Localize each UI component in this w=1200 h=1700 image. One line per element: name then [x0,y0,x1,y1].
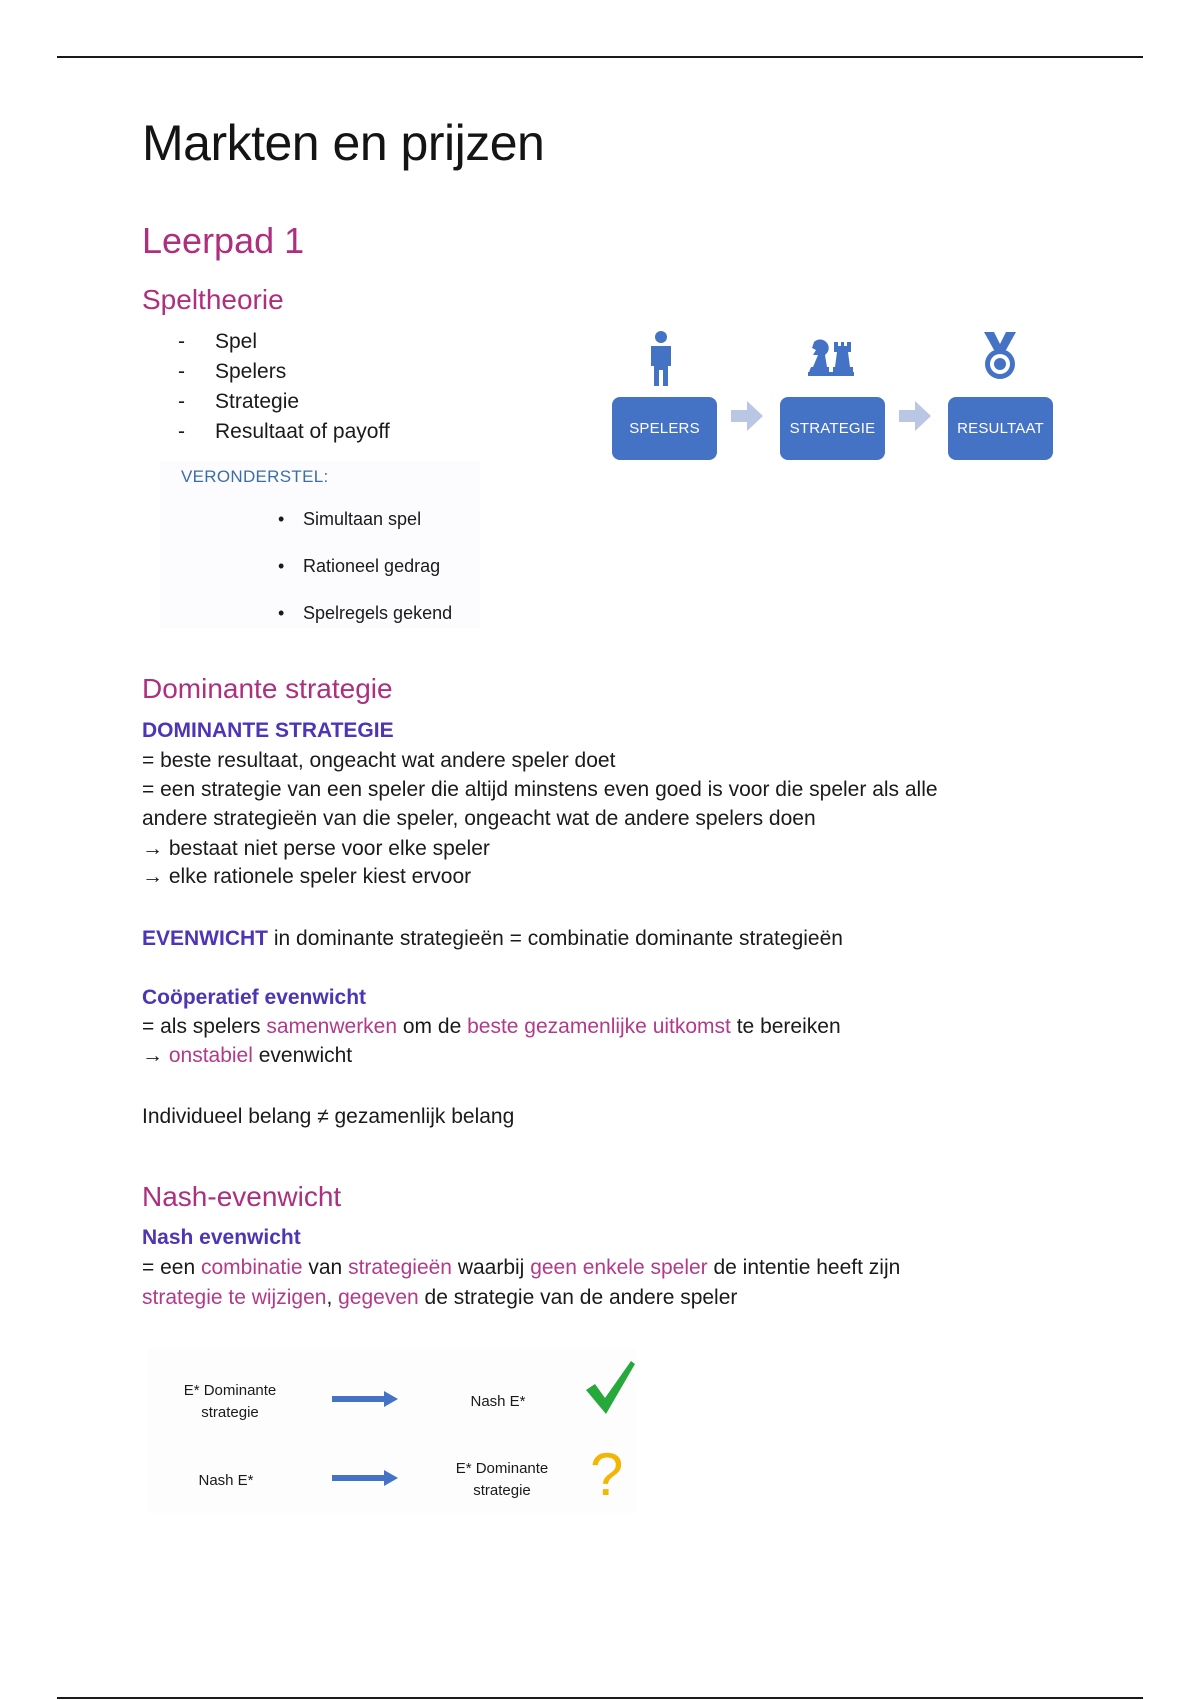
page-title: Markten en prijzen [142,115,545,171]
diagram-label: Nash E* [198,1472,254,1489]
coop-definition: = als spelers samenwerken om de beste gezamenlijke uitkomst te bereiken [142,1015,841,1038]
list-item: - Strategie [178,390,300,413]
arrow-right-icon [332,1470,398,1486]
list-item: - Spel [178,330,258,353]
top-rule [57,56,1143,58]
nash-definition-cont: strategie te wijzigen, gegeven de strategie van de andere speler [142,1286,738,1309]
assumptions-list [278,504,452,645]
arrow-right-icon [332,1391,398,1407]
flow-arrow-icon [731,401,763,431]
dominant-note-1: → bestaat niet perse voor elke speler [142,837,490,860]
dominant-note-2: → elke rationele speler kiest ervoor [142,865,472,888]
dominant-definition-2-cont: andere strategieën van die speler, ongeacht wat de andere spelers doen [142,807,816,830]
leerpad-heading: Leerpad 1 [142,220,305,261]
list-item: - Spelers [178,360,287,383]
diagram-label: E* Dominante strategie [455,1460,549,1499]
evenwicht-line: EVENWICHT in dominante strategieën = combinatie dominante strategieën [142,927,843,950]
chess-icon [805,332,855,378]
medal-icon [981,330,1019,382]
assumptions-title: VERONDERSTEL: [181,467,329,486]
list-item: - Resultaat of payoff [178,420,390,443]
dominant-definition-1: = beste resultaat, ongeacht wat andere speler doet [142,749,616,772]
dominant-heading: Dominante strategie [142,673,393,704]
belang-line: Individueel belang ≠ gezamenlijk belang [142,1105,515,1128]
diagram-label: Nash E* [470,1393,526,1410]
flow-arrow-icon [899,401,931,431]
dominant-definition-2: = een strategie van een speler die altijd minstens even goed is voor die speler als alle [142,778,938,801]
game-elements-list [178,327,390,447]
nash-definition: = een combinatie van strategieën waarbij geen enkele speler de intentie heeft zijn [142,1256,901,1279]
flow-step-strategie: STRATEGIE [780,397,885,460]
nash-term: Nash evenwicht [142,1226,301,1249]
check-icon [584,1360,636,1416]
question-icon: ? [590,1441,624,1508]
flow-step-spelers: SPELERS [612,397,717,460]
list-item: • Spelregels gekend [278,603,453,623]
flow-step-resultaat: RESULTAAT [948,397,1053,460]
speltheorie-heading: Speltheorie [142,284,284,315]
person-icon [645,330,677,388]
bottom-rule [57,1697,1143,1699]
dominant-term: DOMINANTE STRATEGIE [142,719,394,742]
nash-heading: Nash-evenwicht [142,1181,342,1212]
list-item: • Rationeel gedrag [278,556,441,576]
list-item: • Simultaan spel [278,509,422,529]
coop-note: → onstabiel evenwicht [142,1044,353,1067]
diagram-label: E* Dominante strategie [183,1382,277,1421]
coop-term: Coöperatief evenwicht [142,986,367,1009]
